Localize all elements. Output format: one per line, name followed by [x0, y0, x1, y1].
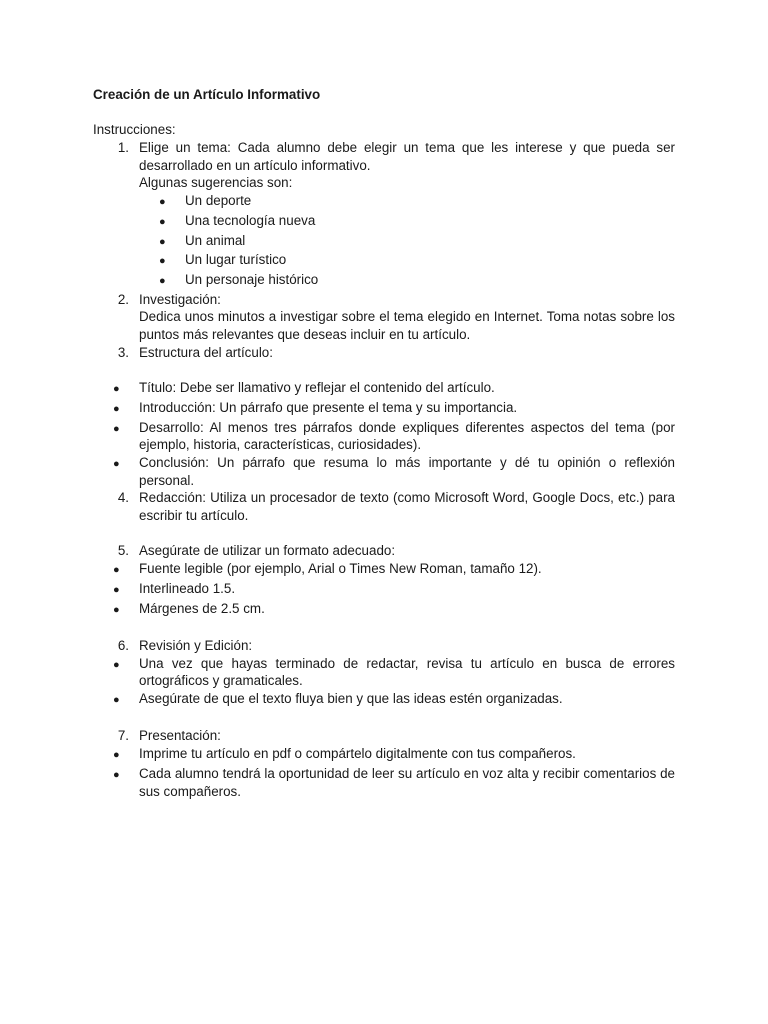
step-2: [93, 291, 675, 309]
step-text: Dedica unos minutos a investigar sobre el tema elegido en Internet. Toma notas sobre los puntos más relevantes que deseas incluir en tu artículo.: [139, 309, 675, 343]
suggestion-item: [93, 232, 675, 252]
spacer: [93, 619, 675, 637]
step-7: [93, 727, 675, 745]
list-item-text: Desarrollo: Al menos tres párrafos donde expliques diferentes aspectos del tema (por ejemplo, historia, características, curiosidades).: [139, 419, 675, 453]
step-number: 5.: [117, 543, 129, 559]
suggestions-intro: Algunas sugerencias son:: [139, 175, 293, 191]
list-item-text: Conclusión: Un párrafo que resuma lo más importante y dé tu opinión o reflexión personal.: [139, 454, 675, 488]
step-number: 2.: [117, 291, 129, 307]
suggestion-text: Un deporte: [185, 193, 252, 209]
list-item: [93, 379, 675, 399]
bullet-icon: ●: [113, 422, 120, 435]
step-label: Revisión y Edición:: [139, 637, 253, 653]
list-item-text: Cada alumno tendrá la oportunidad de leer su artículo en voz alta y recibir comentarios de sus compañeros.: [139, 765, 675, 799]
document-title: Creación de un Artículo Informativo: [93, 87, 321, 102]
step-4: [93, 489, 675, 524]
document-page: [93, 86, 675, 800]
list-item: [93, 454, 675, 489]
step-number: 1.: [117, 140, 129, 156]
bullet-icon: ●: [159, 274, 166, 287]
list-item: [93, 690, 675, 710]
bullet-icon: ●: [159, 255, 166, 268]
step-label: Estructura del artículo:: [139, 344, 273, 360]
list-item-text: Fuente legible (por ejemplo, Arial o Times New Roman, tamaño 12).: [139, 561, 542, 577]
bullet-icon: ●: [113, 658, 120, 671]
bullet-icon: ●: [113, 583, 120, 596]
list-item-text: Introducción: Un párrafo que presente el tema y su importancia.: [139, 399, 518, 415]
step-5: [93, 542, 675, 560]
list-item-text: Título: Debe ser llamativo y reflejar el contenido del artículo.: [139, 380, 495, 396]
bullet-icon: ●: [159, 196, 166, 209]
suggestion-text: Una tecnología nueva: [185, 212, 316, 228]
bullet-icon: ●: [113, 457, 120, 470]
spacer: [93, 361, 675, 379]
step-number: 7.: [117, 728, 129, 744]
list-item: [93, 600, 675, 620]
bullet-icon: ●: [113, 694, 120, 707]
bullet-icon: ●: [113, 383, 120, 396]
step-1: [93, 139, 675, 174]
bullet-icon: ●: [113, 768, 120, 781]
bullet-icon: ●: [113, 564, 120, 577]
spacer: [93, 525, 675, 543]
suggestion-text: Un animal: [185, 232, 246, 248]
list-item-text: Una vez que hayas terminado de redactar, revisa tu artículo en busca de errores ortográficos y gramaticales.: [139, 655, 675, 689]
suggestion-item: [93, 212, 675, 232]
list-item: [93, 580, 675, 600]
list-item-text: Interlineado 1.5.: [139, 580, 236, 596]
step-label: Investigación:: [139, 291, 221, 307]
step-6: [93, 637, 675, 655]
spacer: [93, 710, 675, 728]
suggestion-item: [93, 251, 675, 271]
suggestion-text: Un lugar turístico: [185, 252, 287, 268]
list-item-text: Imprime tu artículo en pdf o compártelo digitalmente con tus compañeros.: [139, 746, 576, 762]
spacer: [93, 104, 675, 122]
list-item: [93, 560, 675, 580]
list-item: [93, 419, 675, 454]
bullet-icon: ●: [159, 215, 166, 228]
list-item-text: Asegúrate de que el texto fluya bien y que las ideas estén organizadas.: [139, 691, 563, 707]
bullet-icon: ●: [113, 749, 120, 762]
step-number: 4.: [117, 490, 129, 506]
bullet-icon: ●: [159, 235, 166, 248]
suggestion-item: [93, 192, 675, 212]
list-item: [93, 745, 675, 765]
list-item: [93, 655, 675, 690]
bullet-icon: ●: [113, 402, 120, 415]
list-item: [93, 765, 675, 800]
list-item-text: Márgenes de 2.5 cm.: [139, 600, 265, 616]
step-3: [93, 344, 675, 362]
suggestion-item: [93, 271, 675, 291]
step-text: Redacción: Utiliza un procesador de texto (como Microsoft Word, Google Docs, etc.) para escribir tu artículo.: [139, 490, 675, 524]
instructions-label: Instrucciones:: [93, 122, 176, 138]
bullet-icon: ●: [113, 603, 120, 616]
step-label: Asegúrate de utilizar un formato adecuado:: [139, 543, 396, 559]
list-item: [93, 399, 675, 419]
step-text: Elige un tema: Cada alumno debe elegir un tema que les interese y que pueda ser desarrollado en un artículo informativo.: [139, 140, 675, 173]
step-number: 6.: [117, 637, 129, 653]
step-number: 3.: [117, 344, 129, 360]
step-label: Presentación:: [139, 728, 221, 744]
suggestion-text: Un personaje histórico: [185, 271, 319, 287]
